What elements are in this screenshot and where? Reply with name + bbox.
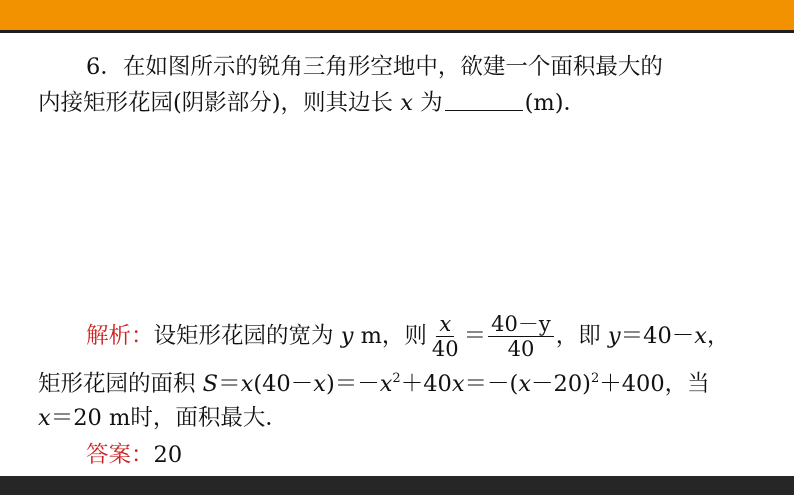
question-line-2: 内接矩形花园(阴影部分)，则其边长 x 为 (m)． — [38, 90, 586, 116]
analysis-line-1: 解析： 设矩形花园的宽为 y m，则 $\frac{x}{40}$ ＝ $\frac{40-y}{40}$ ，即 y ＝40－ x ， — [86, 311, 730, 361]
analysis-label: 解析： — [86, 323, 154, 349]
fraction-x-over-40: $\frac{x}{40}$ — [431, 311, 459, 361]
answer-line — [86, 440, 182, 470]
fraction-40-minus-y-over-40: $\frac{40-y}{40}$ — [488, 312, 554, 361]
analysis-line-3: x＝20 m时，面积最大． — [38, 405, 288, 431]
analysis-line-2: 矩形花园的面积 $S=x(40-x)=-x^2+40x=-(x-20)^2+400$，当 — [38, 371, 710, 397]
answer-label: 答案： — [86, 442, 154, 468]
question-line-1 — [86, 52, 663, 82]
question-text: 6．在如图所示的锐角三角形空地中，欲建一个面积最大的 — [86, 54, 663, 80]
bottom-dark-bar — [0, 476, 794, 495]
top-orange-bar — [0, 0, 794, 30]
answer-value: 20 — [153, 442, 183, 468]
variable-x: x — [400, 90, 413, 116]
answer-blank — [445, 90, 523, 111]
top-dark-rule — [0, 30, 794, 33]
